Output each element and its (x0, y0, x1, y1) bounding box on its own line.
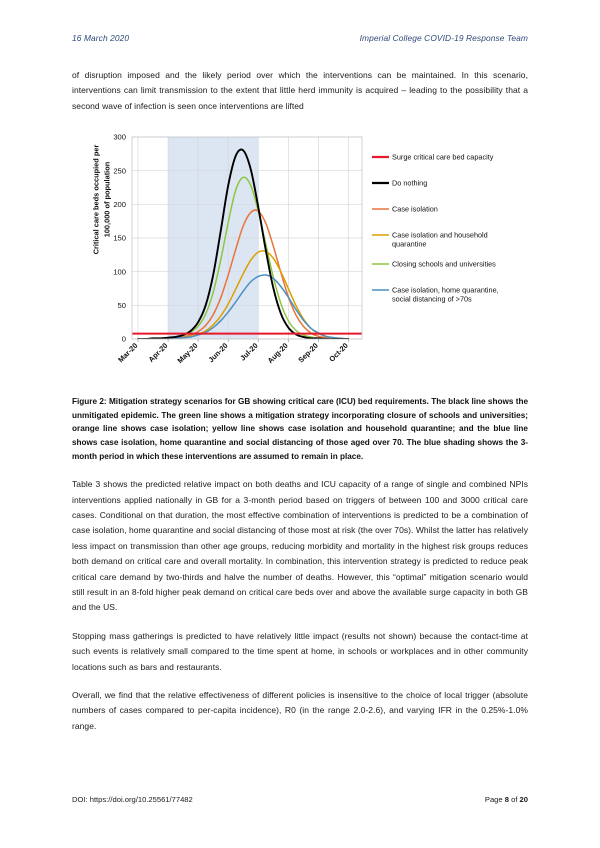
header-date: 16 March 2020 (72, 33, 130, 43)
chart-y-tick-labels (113, 133, 126, 344)
svg-text:200: 200 (113, 200, 126, 210)
svg-text:Aug-20: Aug-20 (265, 341, 290, 366)
svg-text:May-20: May-20 (175, 341, 200, 366)
chart-x-tick-labels (116, 341, 350, 365)
legend-label: Surge critical care bed capacity (392, 152, 494, 162)
page-footer (72, 795, 528, 804)
document-body (72, 68, 528, 747)
paragraph-intro: of disruption imposed and the likely period over which the interventions can be maintained. In this scenario, interventions can limit transmission to the extent that little herd immunity is acquired – leading to the possibility that a second wave of infection is seen once interventions are lifted (72, 70, 528, 111)
legend-label: Case isolation and household (392, 230, 488, 240)
svg-text:150: 150 (113, 233, 126, 243)
page-total: 20 (519, 795, 528, 804)
svg-text:250: 250 (113, 166, 126, 176)
svg-text:Mar-20: Mar-20 (116, 341, 140, 365)
svg-text:Jul-20: Jul-20 (238, 341, 260, 363)
svg-text:Oct-20: Oct-20 (327, 341, 350, 364)
paragraph-overall (72, 688, 528, 734)
page-prefix: Page (484, 795, 505, 804)
legend-label: Case isolation, home quarantine, (392, 285, 499, 295)
svg-text:0: 0 (121, 334, 126, 344)
svg-text:100: 100 (113, 267, 126, 277)
svg-text:Jun-20: Jun-20 (206, 341, 230, 365)
page-header (72, 33, 528, 43)
svg-text:Sep-20: Sep-20 (296, 341, 320, 365)
legend-label: quarantine (392, 239, 427, 249)
legend-label: Do nothing (392, 178, 428, 188)
footer-doi[interactable]: DOI: https://doi.org/10.25561/77482 (72, 795, 193, 804)
svg-text:Apr-20: Apr-20 (146, 341, 170, 365)
icu-beds-line-chart (72, 127, 528, 389)
figure-caption: Figure 2: Mitigation strategy scenarios for GB showing critical care (ICU) bed requirements. The black line shows the unmitigated epidemic. The green line shows a mitigation strategy incorporating closure of schools and universities; orange line shows case isolation; yellow line shows case isolation and household quarantine; and the blue line shows case isolation, home quarantine and social distancing of those aged over 70. The blue shading shows the 3-month period in which these interventions are assumed to remain in place. (72, 397, 528, 461)
footer-page-number (485, 795, 528, 804)
figure-2 (72, 127, 528, 389)
svg-text:50: 50 (117, 301, 126, 311)
header-team: Imperial College COVID-19 Response Team (359, 33, 528, 43)
page-current: 8 (504, 795, 509, 804)
svg-text:300: 300 (113, 132, 126, 142)
legend-label: Case isolation (392, 204, 438, 214)
page-mid: of (508, 795, 520, 804)
paragraph-table3: Table 3 shows the predicted relative impact on both deaths and ICU capacity of a range of single and combined NPIs interventions applied nationally in GB for a 3-month period based on triggers of between 100 and 3000 critical care cases. Conditional on that duration, the most effective combination of interventions is predicted to be a combination of case isolation, home quarantine and social distancing of those most at risk (the over 70s). Whilst the latter has relatively less impact on transmission than other age groups, reducing morbidity and mortality in the highest risk groups reduces both demand on critical care and overall mortality. In combination, this intervention strategy is predicted to reduce peak critical care demand by two-thirds and halve the number of deaths. However, this “optimal” mitigation scenario would still result in an 8-fold higher peak demand on critical care beds over and above the available surge capacity in both GB and the US. (72, 479, 528, 613)
paragraph-overall-text: Overall, we find that the relative effectiveness of different policies is insensitive to the choice of local trigger (absolute numbers of cases compared to per-capita incidence), R0 (in the range 2.0-2.6), and varying IFR in the 0.25%-1.0% range. (72, 690, 528, 731)
legend-label: Closing schools and universities (392, 259, 496, 269)
paragraph-mass-gatherings: Stopping mass gatherings is predicted to have relatively little impact (results not shown) because the contact-time at such events is relatively small compared to the time spent at home, in schools or workplaces and in other community locations such as bars and restaurants. (72, 630, 528, 672)
chart-legend (372, 153, 499, 304)
chart-y-axis-label: Critical care beds occupied per 100,000 of population (91, 144, 111, 255)
legend-label: social distancing of >70s (392, 294, 472, 304)
